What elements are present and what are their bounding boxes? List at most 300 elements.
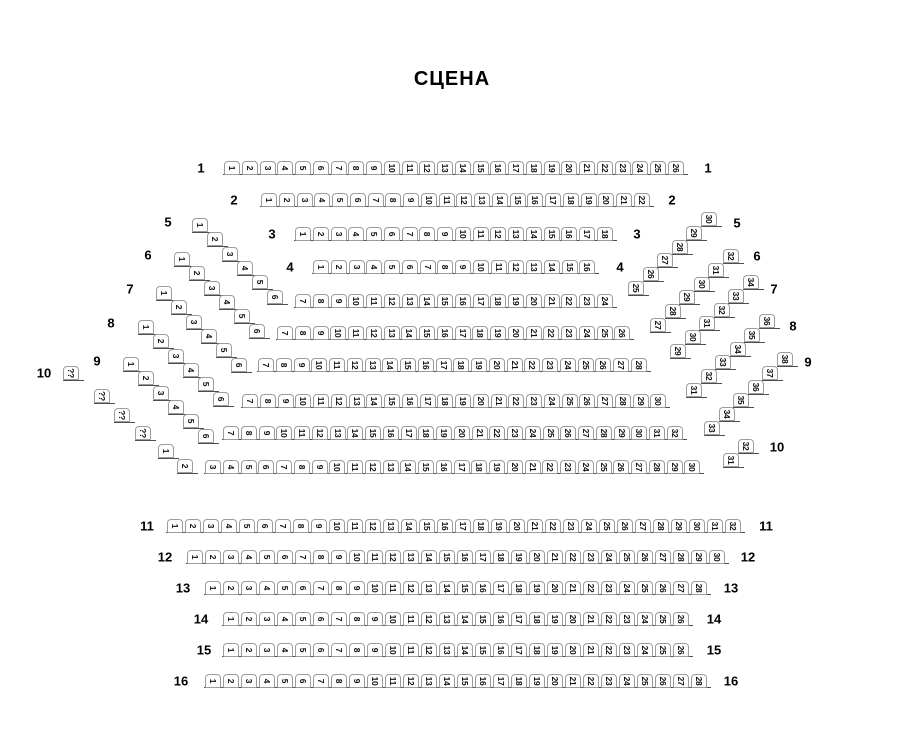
seat[interactable] <box>701 369 717 383</box>
seat[interactable] <box>633 394 649 408</box>
seat[interactable] <box>313 674 329 688</box>
seat[interactable] <box>384 394 400 408</box>
seat[interactable] <box>583 550 599 564</box>
seat[interactable] <box>437 294 453 308</box>
seat[interactable] <box>94 389 110 403</box>
seat[interactable] <box>471 460 487 474</box>
seat[interactable] <box>311 519 327 533</box>
seat[interactable] <box>313 294 329 308</box>
seat[interactable] <box>294 358 310 372</box>
seat[interactable] <box>138 371 154 385</box>
seat[interactable] <box>490 294 506 308</box>
seat[interactable] <box>198 429 214 443</box>
seat[interactable] <box>489 460 505 474</box>
seat[interactable] <box>543 326 559 340</box>
seat[interactable] <box>419 519 435 533</box>
seat[interactable] <box>436 358 452 372</box>
seat[interactable] <box>312 460 328 474</box>
seat[interactable] <box>709 550 725 564</box>
seat[interactable] <box>437 227 453 241</box>
seat[interactable] <box>437 394 453 408</box>
seat[interactable] <box>276 460 292 474</box>
seat[interactable] <box>650 394 666 408</box>
seat[interactable] <box>701 212 717 226</box>
seat[interactable] <box>123 357 139 371</box>
seat[interactable] <box>707 519 723 533</box>
seat[interactable] <box>475 612 491 626</box>
seat[interactable] <box>347 426 363 440</box>
seat[interactable] <box>454 460 470 474</box>
seat[interactable] <box>491 260 507 274</box>
seat[interactable] <box>365 426 381 440</box>
seat[interactable] <box>237 261 253 275</box>
seat[interactable] <box>223 581 239 595</box>
seat[interactable] <box>511 581 527 595</box>
seat[interactable] <box>619 643 635 657</box>
seat[interactable] <box>655 674 671 688</box>
seat[interactable] <box>189 266 205 280</box>
seat[interactable] <box>419 326 435 340</box>
seat[interactable] <box>348 294 364 308</box>
seat[interactable] <box>367 643 383 657</box>
seat[interactable] <box>619 674 635 688</box>
seat[interactable] <box>525 426 541 440</box>
seat[interactable] <box>205 674 221 688</box>
seat[interactable] <box>561 326 577 340</box>
seat[interactable] <box>294 460 310 474</box>
seat[interactable] <box>223 643 239 657</box>
seat[interactable] <box>563 193 579 207</box>
seat[interactable] <box>419 227 435 241</box>
seat[interactable] <box>421 550 437 564</box>
seat[interactable] <box>507 460 523 474</box>
seat[interactable] <box>313 394 329 408</box>
seat[interactable] <box>135 426 151 440</box>
seat[interactable] <box>561 161 577 175</box>
seat[interactable] <box>725 519 741 533</box>
seat[interactable] <box>439 643 455 657</box>
seat[interactable] <box>402 161 418 175</box>
seat[interactable] <box>295 326 311 340</box>
seat[interactable] <box>239 519 255 533</box>
seat[interactable] <box>223 426 239 440</box>
seat[interactable] <box>714 303 730 317</box>
seat[interactable] <box>597 227 613 241</box>
seat[interactable] <box>455 161 471 175</box>
seat[interactable] <box>260 161 276 175</box>
seat[interactable] <box>330 426 346 440</box>
seat[interactable] <box>367 550 383 564</box>
seat[interactable] <box>493 550 509 564</box>
seat[interactable] <box>384 326 400 340</box>
seat[interactable] <box>242 394 258 408</box>
seat[interactable] <box>400 460 416 474</box>
seat[interactable] <box>562 394 578 408</box>
seat[interactable] <box>544 394 560 408</box>
seat[interactable] <box>565 612 581 626</box>
seat[interactable] <box>489 358 505 372</box>
seat[interactable] <box>258 460 274 474</box>
seat[interactable] <box>704 421 720 435</box>
seat[interactable] <box>297 193 313 207</box>
seat[interactable] <box>347 519 363 533</box>
seat[interactable] <box>455 260 471 274</box>
seat[interactable] <box>367 612 383 626</box>
seat[interactable] <box>595 358 611 372</box>
seat[interactable] <box>331 674 347 688</box>
seat[interactable] <box>650 161 666 175</box>
seat[interactable] <box>153 386 169 400</box>
seat[interactable] <box>249 324 265 338</box>
seat[interactable] <box>743 275 759 289</box>
seat[interactable] <box>385 550 401 564</box>
seat[interactable] <box>349 394 365 408</box>
seat[interactable] <box>762 366 778 380</box>
seat[interactable] <box>257 519 273 533</box>
seat[interactable] <box>401 519 417 533</box>
seat[interactable] <box>278 394 294 408</box>
seat[interactable] <box>583 643 599 657</box>
seat[interactable] <box>526 161 542 175</box>
seat[interactable] <box>349 260 365 274</box>
seat[interactable] <box>691 674 707 688</box>
seat[interactable] <box>383 519 399 533</box>
seat[interactable] <box>473 161 489 175</box>
seat[interactable] <box>565 674 581 688</box>
seat[interactable] <box>153 334 169 348</box>
seat[interactable] <box>643 267 659 281</box>
seat[interactable] <box>686 226 702 240</box>
seat[interactable] <box>403 193 419 207</box>
seat[interactable] <box>684 460 700 474</box>
seat[interactable] <box>365 358 381 372</box>
seat[interactable] <box>547 674 563 688</box>
seat[interactable] <box>231 358 247 372</box>
seat[interactable] <box>261 193 277 207</box>
seat[interactable] <box>174 252 190 266</box>
seat[interactable] <box>686 383 702 397</box>
seat[interactable] <box>560 460 576 474</box>
seat[interactable] <box>475 643 491 657</box>
seat[interactable] <box>295 643 311 657</box>
seat[interactable] <box>402 260 418 274</box>
seat[interactable] <box>259 550 275 564</box>
seat[interactable] <box>350 193 366 207</box>
seat[interactable] <box>329 358 345 372</box>
seat[interactable] <box>158 444 174 458</box>
seat[interactable] <box>524 358 540 372</box>
seat[interactable] <box>385 581 401 595</box>
seat[interactable] <box>313 581 329 595</box>
seat[interactable] <box>637 612 653 626</box>
seat[interactable] <box>579 260 595 274</box>
seat[interactable] <box>653 519 669 533</box>
seat[interactable] <box>560 358 576 372</box>
seat[interactable] <box>403 581 419 595</box>
seat[interactable] <box>614 426 630 440</box>
seat[interactable] <box>241 612 257 626</box>
seat[interactable] <box>295 161 311 175</box>
seat[interactable] <box>673 674 689 688</box>
seat[interactable] <box>419 294 435 308</box>
seat[interactable] <box>366 260 382 274</box>
seat[interactable] <box>578 460 594 474</box>
seat[interactable] <box>382 358 398 372</box>
seat[interactable] <box>436 460 452 474</box>
seat[interactable] <box>545 193 561 207</box>
seat[interactable] <box>213 392 229 406</box>
seat[interactable] <box>583 612 599 626</box>
seat[interactable] <box>733 393 749 407</box>
seat[interactable] <box>313 612 329 626</box>
seat[interactable] <box>277 643 293 657</box>
seat[interactable] <box>241 581 257 595</box>
seat[interactable] <box>418 426 434 440</box>
seat[interactable] <box>385 674 401 688</box>
seat[interactable] <box>313 326 329 340</box>
seat[interactable] <box>493 674 509 688</box>
seat[interactable] <box>581 193 597 207</box>
seat[interactable] <box>507 426 523 440</box>
seat[interactable] <box>456 193 472 207</box>
seat[interactable] <box>601 612 617 626</box>
seat[interactable] <box>365 460 381 474</box>
seat[interactable] <box>167 519 183 533</box>
seat[interactable] <box>367 581 383 595</box>
seat[interactable] <box>631 358 647 372</box>
seat[interactable] <box>367 674 383 688</box>
seat[interactable] <box>295 394 311 408</box>
seat[interactable] <box>455 294 471 308</box>
seat[interactable] <box>599 519 615 533</box>
seat[interactable] <box>457 550 473 564</box>
seat[interactable] <box>171 300 187 314</box>
seat[interactable] <box>275 519 291 533</box>
seat[interactable] <box>385 193 401 207</box>
seat[interactable] <box>436 426 452 440</box>
seat[interactable] <box>596 460 612 474</box>
seat[interactable] <box>439 674 455 688</box>
seat[interactable] <box>657 253 673 267</box>
seat[interactable] <box>491 519 507 533</box>
seat[interactable] <box>777 352 793 366</box>
seat[interactable] <box>471 358 487 372</box>
seat[interactable] <box>277 550 293 564</box>
seat[interactable] <box>314 193 330 207</box>
seat[interactable] <box>331 581 347 595</box>
seat[interactable] <box>241 550 257 564</box>
seat[interactable] <box>493 581 509 595</box>
seat[interactable] <box>439 550 455 564</box>
seat[interactable] <box>349 581 365 595</box>
seat[interactable] <box>418 358 434 372</box>
seat[interactable] <box>650 318 666 332</box>
seat[interactable] <box>418 460 434 474</box>
seat[interactable] <box>544 294 560 308</box>
seat[interactable] <box>183 414 199 428</box>
seat[interactable] <box>114 408 130 422</box>
seat[interactable] <box>63 366 79 380</box>
seat[interactable] <box>565 550 581 564</box>
seat[interactable] <box>597 394 613 408</box>
seat[interactable] <box>277 612 293 626</box>
seat[interactable] <box>723 249 739 263</box>
seat[interactable] <box>475 674 491 688</box>
seat[interactable] <box>667 426 683 440</box>
seat[interactable] <box>437 519 453 533</box>
seat[interactable] <box>542 460 558 474</box>
seat[interactable] <box>277 581 293 595</box>
seat[interactable] <box>493 612 509 626</box>
seat[interactable] <box>455 519 471 533</box>
seat[interactable] <box>205 460 221 474</box>
seat[interactable] <box>331 260 347 274</box>
seat[interactable] <box>631 426 647 440</box>
seat[interactable] <box>492 193 508 207</box>
seat[interactable] <box>579 326 595 340</box>
seat[interactable] <box>276 358 292 372</box>
seat[interactable] <box>198 377 214 391</box>
seat[interactable] <box>348 227 364 241</box>
seat[interactable] <box>331 394 347 408</box>
seat[interactable] <box>544 260 560 274</box>
seat[interactable] <box>421 674 437 688</box>
seat[interactable] <box>526 326 542 340</box>
seat[interactable] <box>685 330 701 344</box>
seat[interactable] <box>332 193 348 207</box>
seat[interactable] <box>419 161 435 175</box>
seat[interactable] <box>222 247 238 261</box>
seat[interactable] <box>525 460 541 474</box>
seat[interactable] <box>385 643 401 657</box>
seat[interactable] <box>439 612 455 626</box>
seat[interactable] <box>744 328 760 342</box>
seat[interactable] <box>277 674 293 688</box>
seat[interactable] <box>349 674 365 688</box>
seat[interactable] <box>529 674 545 688</box>
seat[interactable] <box>366 161 382 175</box>
seat[interactable] <box>329 519 345 533</box>
seat[interactable] <box>421 581 437 595</box>
seat[interactable] <box>526 227 542 241</box>
seat[interactable] <box>526 260 542 274</box>
seat[interactable] <box>748 380 764 394</box>
seat[interactable] <box>719 407 735 421</box>
seat[interactable] <box>508 326 524 340</box>
seat[interactable] <box>637 550 653 564</box>
seat[interactable] <box>601 643 617 657</box>
seat[interactable] <box>527 519 543 533</box>
seat[interactable] <box>579 294 595 308</box>
seat[interactable] <box>547 612 563 626</box>
seat[interactable] <box>508 227 524 241</box>
seat[interactable] <box>542 358 558 372</box>
seat[interactable] <box>168 349 184 363</box>
seat[interactable] <box>529 550 545 564</box>
seat[interactable] <box>473 294 489 308</box>
seat[interactable] <box>637 581 653 595</box>
seat[interactable] <box>348 326 364 340</box>
seat[interactable] <box>366 294 382 308</box>
seat[interactable] <box>579 394 595 408</box>
seat[interactable] <box>655 612 671 626</box>
seat[interactable] <box>384 227 400 241</box>
seat[interactable] <box>403 674 419 688</box>
seat[interactable] <box>421 643 437 657</box>
seat[interactable] <box>221 519 237 533</box>
seat[interactable] <box>529 581 545 595</box>
seat[interactable] <box>619 581 635 595</box>
seat[interactable] <box>224 161 240 175</box>
seat[interactable] <box>561 294 577 308</box>
seat[interactable] <box>699 316 715 330</box>
seat[interactable] <box>402 227 418 241</box>
seat[interactable] <box>670 344 686 358</box>
seat[interactable] <box>596 426 612 440</box>
seat[interactable] <box>259 581 275 595</box>
seat[interactable] <box>156 286 172 300</box>
seat[interactable] <box>508 260 524 274</box>
seat[interactable] <box>201 329 217 343</box>
seat[interactable] <box>216 343 232 357</box>
seat[interactable] <box>583 674 599 688</box>
seat[interactable] <box>192 218 208 232</box>
seat[interactable] <box>311 358 327 372</box>
seat[interactable] <box>421 612 437 626</box>
seat[interactable] <box>614 326 630 340</box>
seat[interactable] <box>473 394 489 408</box>
seat[interactable] <box>529 643 545 657</box>
seat[interactable] <box>631 460 647 474</box>
seat[interactable] <box>632 161 648 175</box>
seat[interactable] <box>234 309 250 323</box>
seat[interactable] <box>420 394 436 408</box>
seat[interactable] <box>267 290 283 304</box>
seat[interactable] <box>138 320 154 334</box>
seat[interactable] <box>526 294 542 308</box>
seat[interactable] <box>207 232 223 246</box>
seat[interactable] <box>293 519 309 533</box>
seat[interactable] <box>185 519 201 533</box>
seat[interactable] <box>241 643 257 657</box>
seat[interactable] <box>655 581 671 595</box>
seat[interactable] <box>252 275 268 289</box>
seat[interactable] <box>384 161 400 175</box>
seat[interactable] <box>615 394 631 408</box>
seat[interactable] <box>616 193 632 207</box>
seat[interactable] <box>579 227 595 241</box>
seat[interactable] <box>490 227 506 241</box>
seat[interactable] <box>475 550 491 564</box>
seat[interactable] <box>578 426 594 440</box>
seat[interactable] <box>260 394 276 408</box>
seat[interactable] <box>295 294 311 308</box>
seat[interactable] <box>673 643 689 657</box>
seat[interactable] <box>655 550 671 564</box>
seat[interactable] <box>385 612 401 626</box>
seat[interactable] <box>619 612 635 626</box>
seat[interactable] <box>205 581 221 595</box>
seat[interactable] <box>439 581 455 595</box>
seat[interactable] <box>475 581 491 595</box>
seat[interactable] <box>527 193 543 207</box>
seat[interactable] <box>613 460 629 474</box>
seat[interactable] <box>561 227 577 241</box>
seat[interactable] <box>511 612 527 626</box>
seat[interactable] <box>668 161 684 175</box>
seat[interactable] <box>329 460 345 474</box>
seat[interactable] <box>508 161 524 175</box>
